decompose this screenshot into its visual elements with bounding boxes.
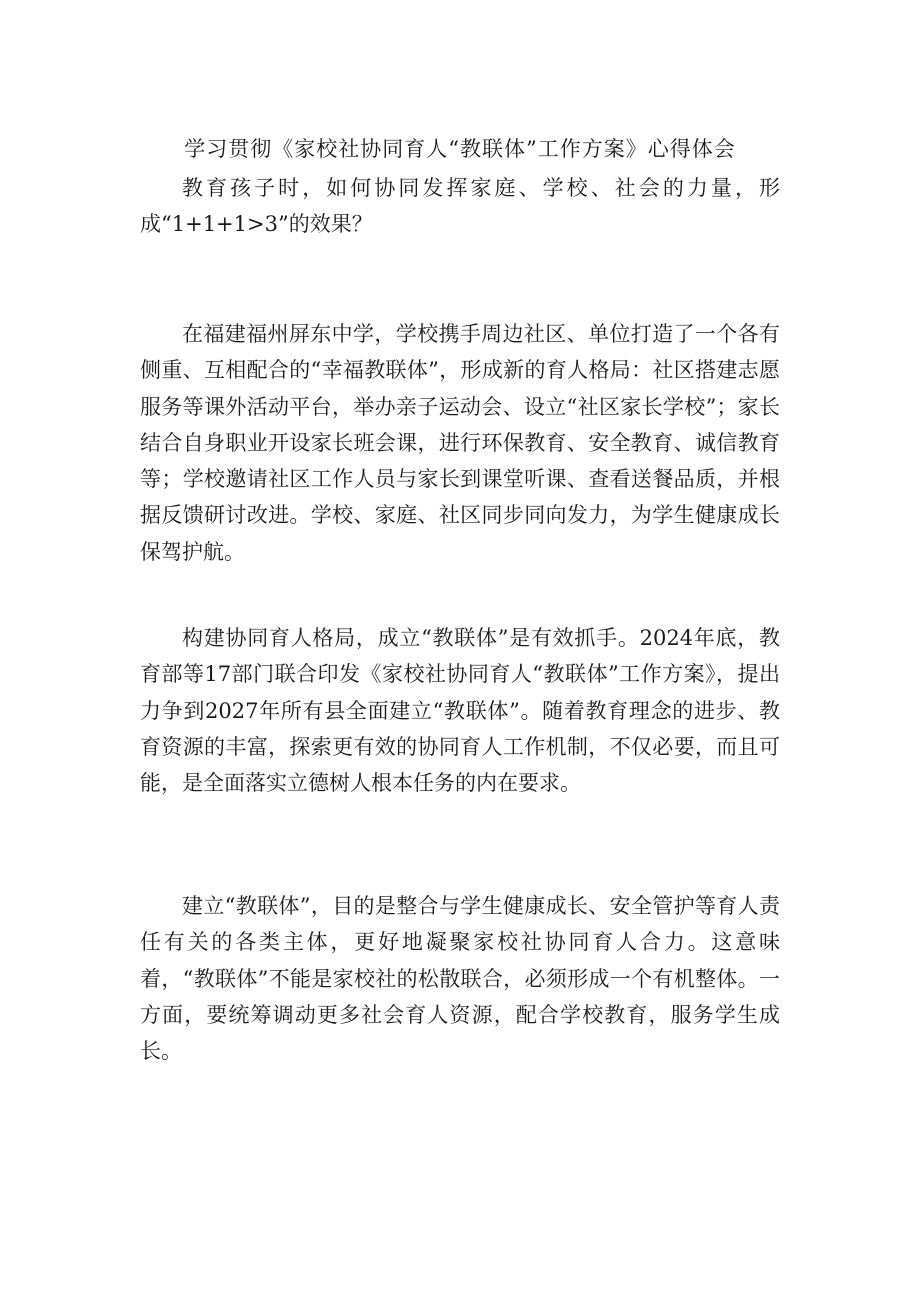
paragraph-purpose: 建立“教联体”，目的是整合与学生健康成长、安全管护等育人责任有关的各类主体，更好地凝聚家校社协同育人合力。这意味着，“教联体”不能是家校社的松散联合，必须形成一个有机整体。一方面，要统筹调动更多社会育人资源，配合学校教育，服务学生成长。 [140, 894, 780, 1064]
paragraph-policy-background: 构建协同育人格局，成立“教联体”是有效抓手。2024年底，教育部等17部门联合印发《家校社协同育人“教联体”工作方案》，提出力争到2027年所有县全面建立“教联体”。随着教育理念的进步、教育资源的丰富，探索更有效的协同育人工作机制，不仅必要，而且可能，是全面落实立德树人根本任务的内在要求。 [140, 626, 780, 796]
paragraph-intro-question: 教育孩子时，如何协同发挥家庭、学校、社会的力量，形成“1+1+1>3”的效果？ [140, 176, 780, 237]
paragraph-fuzhou-example: 在福建福州屏东中学，学校携手周边社区、单位打造了一个各有侧重、互相配合的“幸福教联体”，形成新的育人格局：社区搭建志愿服务等课外活动平台，举办亲子运动会、设立“社区家长学校”；家长结合自身职业开设家长班会课，进行环保教育、安全教育、诚信教育等；学校邀请社区工作人员与家长到课堂听课、查看送餐品质，并根据反馈研讨改进。学校、家庭、社区同步同向发力，为学生健康成长保驾护航。 [140, 322, 780, 564]
document-title: 学习贯彻《家校社协同育人“教联体”工作方案》心得体会 [184, 137, 736, 161]
